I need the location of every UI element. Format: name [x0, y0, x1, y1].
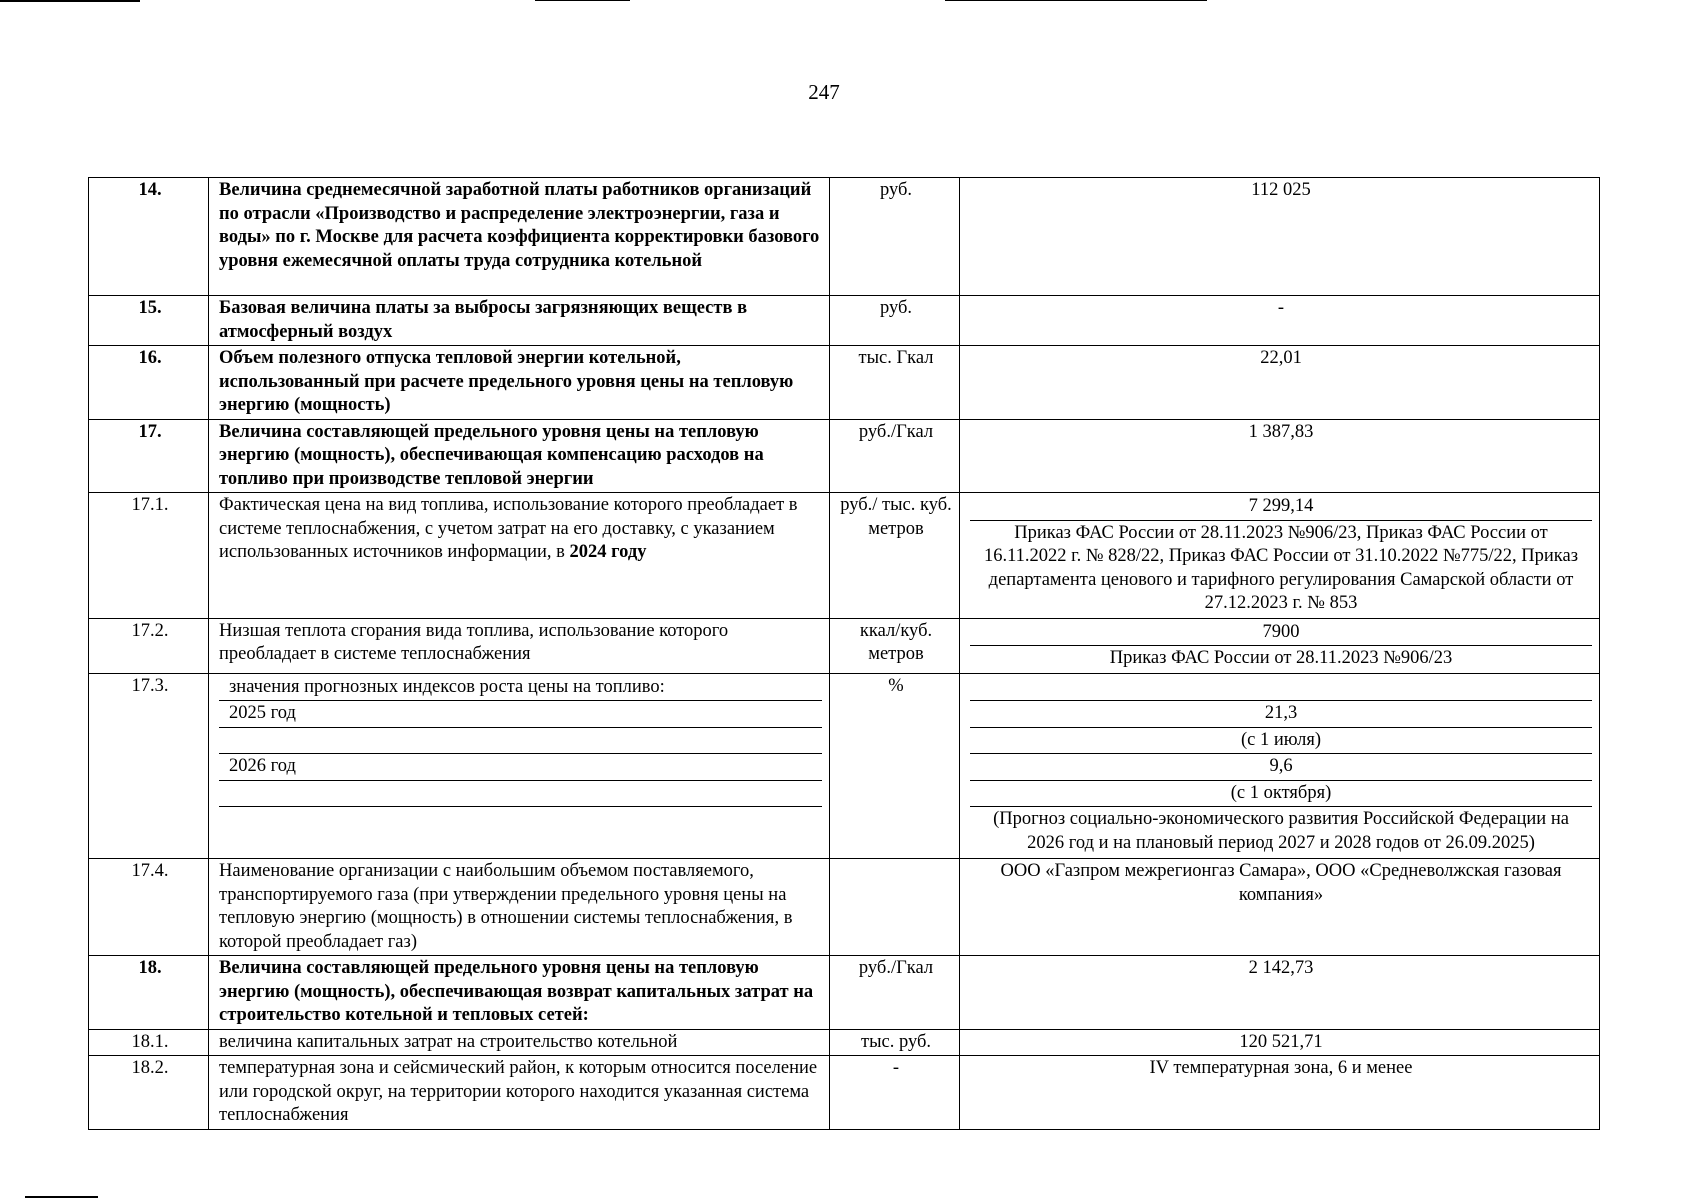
row-description-line: [219, 807, 822, 857]
row-unit: ккал/куб. метров: [830, 618, 960, 673]
row-value-source: Приказ ФАС России от 28.11.2023 №906/23: [1109, 648, 1453, 668]
scan-mark-top-mid: [535, 0, 630, 1]
row-value-group: [960, 618, 1600, 673]
row-description: Базовая величина платы за выбросы загрязняющих веществ в атмосферный воздух: [209, 296, 830, 346]
table-row: [89, 419, 1600, 493]
row-unit: руб./Гкал: [830, 419, 960, 493]
row-description-group: [209, 673, 830, 859]
row-number: 17.: [89, 419, 209, 493]
row-description-line: 2026 год: [219, 754, 822, 781]
row-unit: руб./ тыс. куб. метров: [830, 493, 960, 619]
row-unit: [830, 859, 960, 956]
row-number: 15.: [89, 296, 209, 346]
row-value-line: 9,6: [970, 754, 1592, 781]
row-value: 7900: [970, 620, 1592, 647]
row-description-text: Фактическая цена на вид топлива, использование которого преобладает в системе теплоснабжения, с учетом затрат на его доставку, с указанием использованных источников информации, в: [219, 495, 798, 562]
row-number: 18.2.: [89, 1056, 209, 1130]
row-description: температурная зона и сейсмический район, к которым относится поселение или городской округ, на территории которого находится указанная система теплоснабжения: [209, 1056, 830, 1130]
row-description-line: 2025 год: [219, 701, 822, 728]
row-unit: %: [830, 673, 960, 859]
row-unit: руб.: [830, 178, 960, 296]
row-value-group: [960, 673, 1600, 859]
row-value: 7 299,14: [970, 494, 1592, 521]
table-row: [89, 296, 1600, 346]
row-value: 1 387,83: [960, 419, 1600, 493]
row-description: Объем полезного отпуска тепловой энергии котельной, использованный при расчете предельного уровня цены на тепловую энергию (мощность): [209, 346, 830, 420]
row-value: 112 025: [960, 178, 1600, 296]
row-number: 18.1.: [89, 1029, 209, 1056]
row-value: -: [960, 296, 1600, 346]
row-description: Наименование организации с наибольшим объемом поставляемого, транспортируемого газа (при утверждении предельного уровня цены на тепловую энергию (мощность) в отношении системы теплоснабжения, в которой преобладает газ): [209, 859, 830, 956]
row-unit: руб.: [830, 296, 960, 346]
row-number: 17.3.: [89, 673, 209, 859]
page-number: 247: [808, 80, 840, 104]
table-row: [89, 673, 1600, 859]
row-unit: тыс. руб.: [830, 1029, 960, 1056]
scan-mark-top-left: [0, 0, 140, 2]
table-row: [89, 859, 1600, 956]
row-unit: руб./Гкал: [830, 956, 960, 1030]
row-value-line: [970, 675, 1592, 702]
row-description: Низшая теплота сгорания вида топлива, использование которого преобладает в системе теплоснабжения: [209, 618, 830, 673]
row-value-line: (с 1 июля): [970, 728, 1592, 755]
row-value: 120 521,71: [960, 1029, 1600, 1056]
row-number: 16.: [89, 346, 209, 420]
table-row: [89, 956, 1600, 1030]
row-number: 17.2.: [89, 618, 209, 673]
row-unit: -: [830, 1056, 960, 1130]
row-value-line: (Прогноз социально-экономического развития Российской Федерации на 2026 год и на плановый период 2027 и 2028 годов от 26.09.2025): [993, 809, 1569, 853]
scan-mark-bottom-left: [25, 1196, 98, 1198]
row-value: ООО «Газпром межрегионгаз Самара», ООО «Средневолжская газовая компания»: [960, 859, 1600, 956]
table-row: [89, 493, 1600, 619]
table-row: [89, 618, 1600, 673]
row-description: Величина среднемесячной заработной платы работников организаций по отрасли «Производство и распределение электроэнергии, газа и воды» по г. Москве для расчета коэффициента корректировки базового уровня ежемесячной оплаты труда сотрудника котельной: [209, 178, 830, 296]
row-unit: тыс. Гкал: [830, 346, 960, 420]
row-value: 22,01: [960, 346, 1600, 420]
table-row: [89, 346, 1600, 420]
table-row: [89, 178, 1600, 296]
row-number: 18.: [89, 956, 209, 1030]
row-description: величина капитальных затрат на строительство котельной: [209, 1029, 830, 1056]
row-value-source: Приказ ФАС России от 28.11.2023 №906/23, Приказ ФАС России от 16.11.2022 г. № 828/22, Приказ ФАС России от 31.10.2022 №775/22, Приказ департамента ценового и тарифного регулирования Самарской области от 27.12.2023 г. № 853: [983, 522, 1579, 613]
row-value: IV температурная зона, 6 и менее: [960, 1056, 1600, 1130]
row-number: 17.4.: [89, 859, 209, 956]
row-description: [209, 493, 830, 619]
row-number: 17.1.: [89, 493, 209, 619]
row-value-group: [960, 493, 1600, 619]
row-value-line: 21,3: [970, 701, 1592, 728]
row-value-line: (с 1 октября): [970, 781, 1592, 808]
tariff-parameters-table: [88, 177, 1600, 1130]
scan-mark-top-right: [945, 0, 1207, 1]
row-value: 2 142,73: [960, 956, 1600, 1030]
row-description: Величина составляющей предельного уровня цены на тепловую энергию (мощность), обеспечивающая компенсацию расходов на топливо при производстве тепловой энергии: [209, 419, 830, 493]
row-description-year: 2024 году: [569, 542, 647, 562]
table-row: [89, 1056, 1600, 1130]
row-description-line: [219, 781, 822, 808]
row-description-line: [219, 728, 822, 755]
row-description: Величина составляющей предельного уровня цены на тепловую энергию (мощность), обеспечивающая возврат капитальных затрат на строительство котельной и тепловых сетей:: [209, 956, 830, 1030]
row-number: 14.: [89, 178, 209, 296]
row-description-line: значения прогнозных индексов роста цены на топливо:: [219, 675, 822, 702]
table-row: [89, 1029, 1600, 1056]
